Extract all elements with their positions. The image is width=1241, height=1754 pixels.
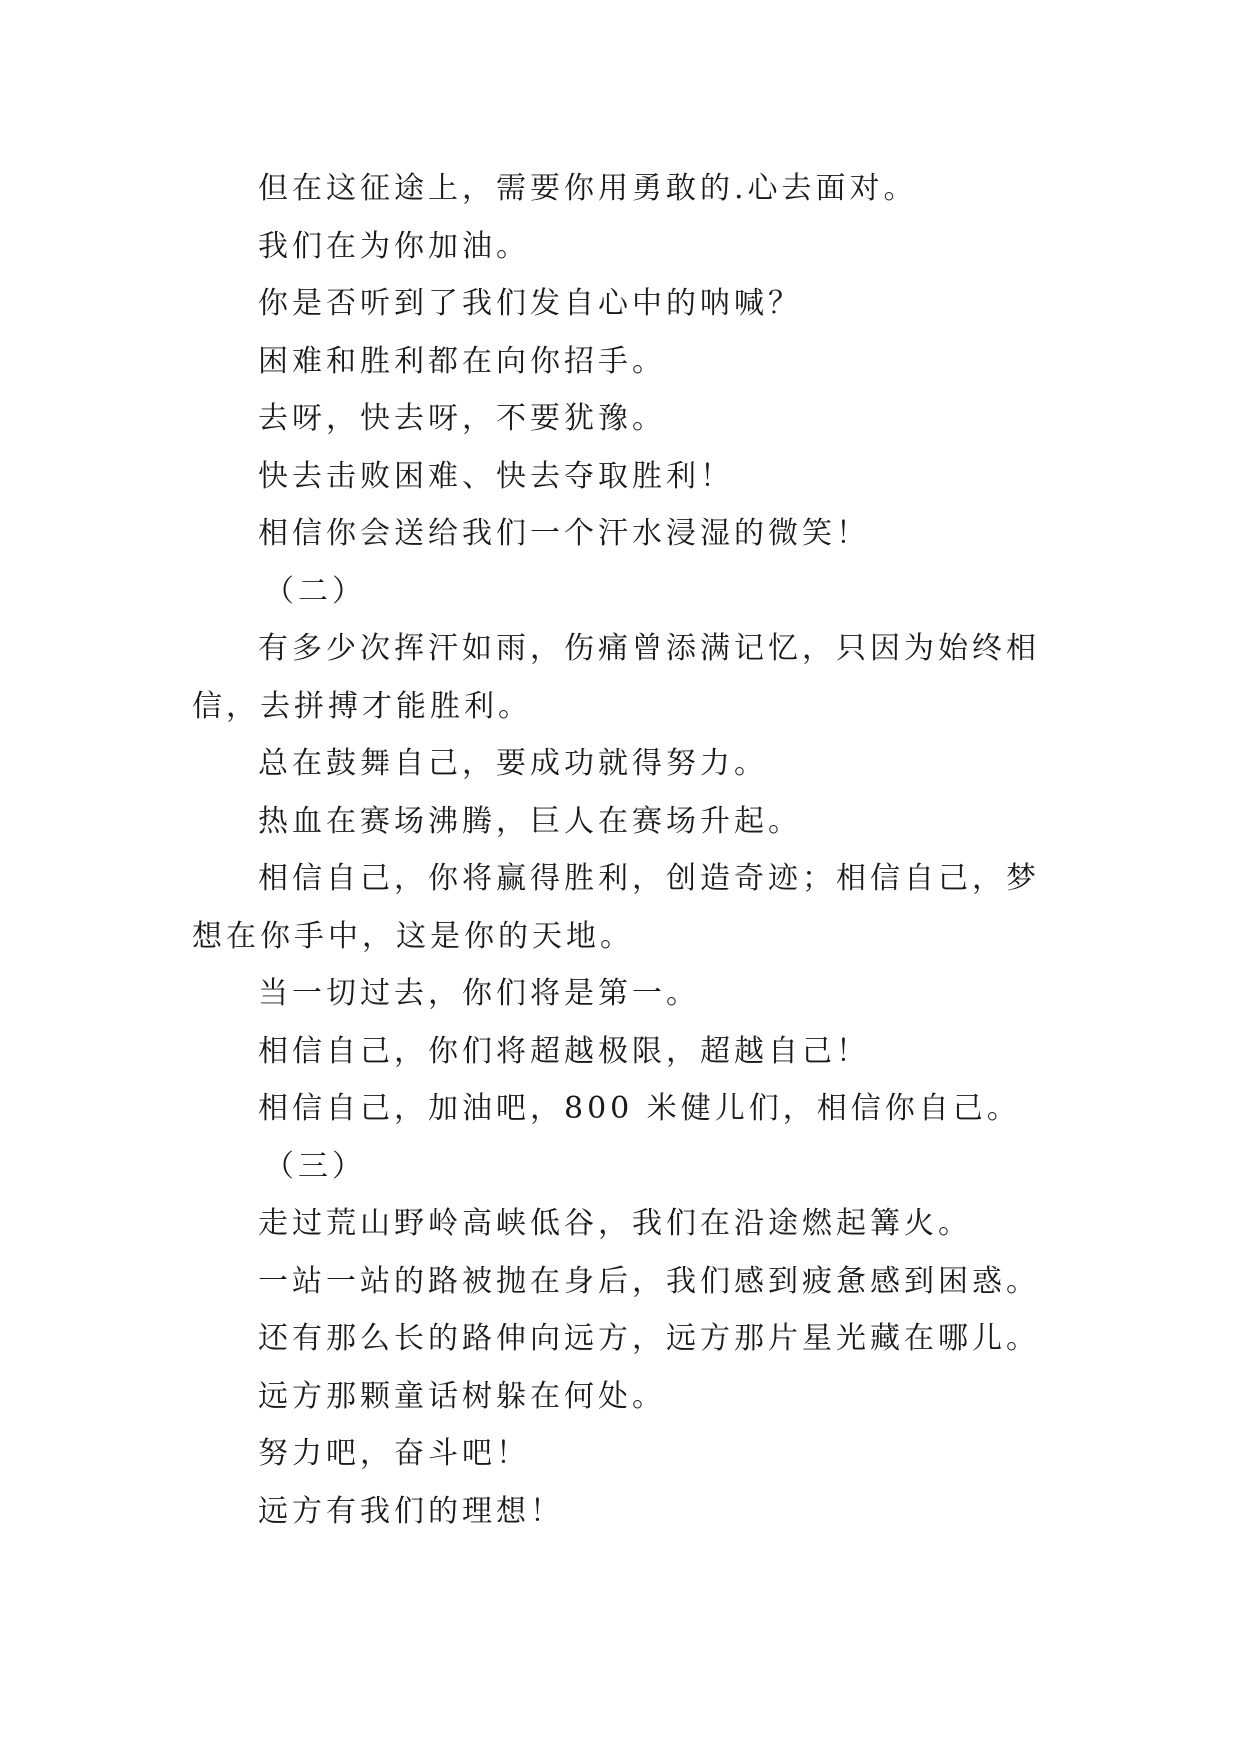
paragraph: 困难和胜利都在向你招手。 bbox=[258, 343, 666, 379]
paragraph: 总在鼓舞自己，要成功就得努力。 bbox=[258, 746, 768, 781]
paragraph: 相信自己，你们将超越极限，超越自己！ bbox=[258, 1033, 870, 1069]
paragraph: 热血在赛场沸腾，巨人在赛场升起。 bbox=[258, 803, 802, 839]
paragraph: 远方那颗童话树躲在何处。 bbox=[258, 1378, 666, 1414]
paragraph: 相信自己，加油吧，800 米健儿们，相信你自己。 bbox=[258, 1091, 1021, 1126]
paragraph: 有多少次挥汗如雨，伤痛曾添满记忆，只因为始终相信，去拼搏才能胜利。 bbox=[192, 631, 1040, 724]
section-heading-3: （三） bbox=[264, 1148, 366, 1184]
paragraph: 一站一站的路被抛在身后，我们感到疲惫感到困惑。 bbox=[258, 1263, 1040, 1299]
paragraph: 快去击败困难、快去夺取胜利！ bbox=[258, 458, 734, 494]
paragraph: 相信你会送给我们一个汗水浸湿的微笑！ bbox=[258, 516, 870, 551]
paragraph: 还有那么长的路伸向远方，远方那片星光藏在哪儿。 bbox=[258, 1321, 1040, 1356]
paragraph: 当一切过去，你们将是第一。 bbox=[258, 976, 700, 1011]
paragraph: 但在这征途上，需要你用勇敢的.心去面对。 bbox=[258, 171, 918, 206]
paragraph: 我们在为你加油。 bbox=[258, 228, 530, 264]
section-heading-2: （二） bbox=[264, 573, 366, 609]
paragraph: 走过荒山野岭高峡低谷，我们在沿途燃起篝火。 bbox=[258, 1206, 972, 1241]
paragraph: 你是否听到了我们发自心中的呐喊？ bbox=[258, 286, 802, 321]
document-body bbox=[192, 160, 1052, 1540]
paragraph: 去呀，快去呀，不要犹豫。 bbox=[258, 401, 666, 436]
paragraph: 远方有我们的理想！ bbox=[258, 1493, 564, 1529]
paragraph: 相信自己，你将赢得胜利，创造奇迹；相信自己，梦想在你手中，这是你的天地。 bbox=[192, 861, 1040, 954]
paragraph: 努力吧，奋斗吧！ bbox=[258, 1436, 530, 1471]
